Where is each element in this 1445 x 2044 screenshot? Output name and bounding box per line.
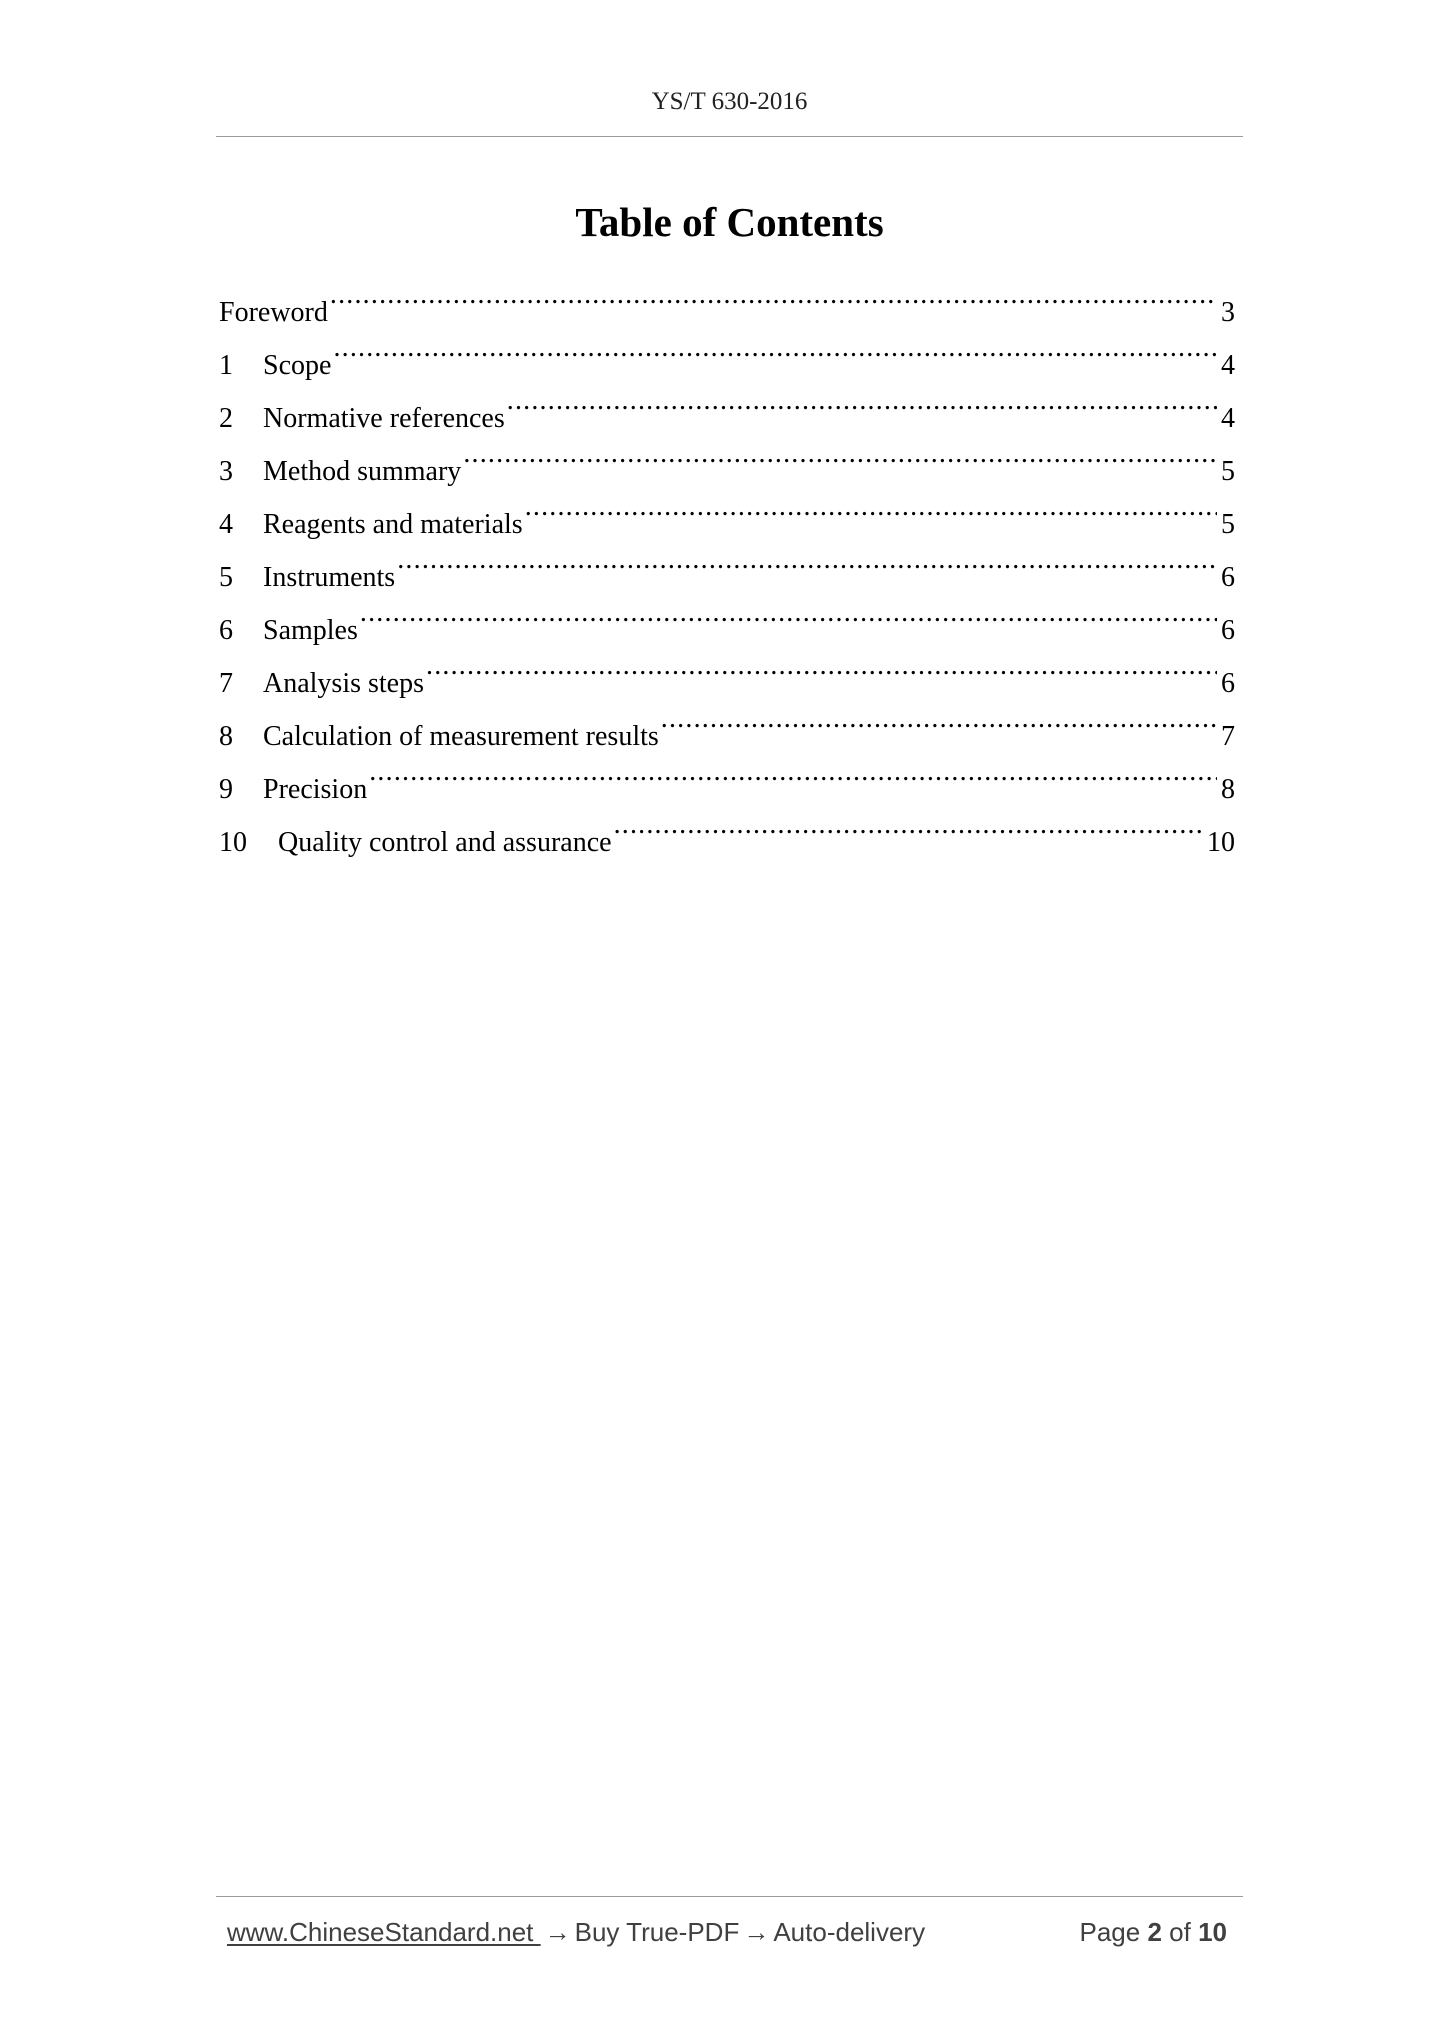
toc-entry-label: Foreword	[219, 297, 328, 328]
toc-dot-leader	[360, 586, 1217, 639]
total-pages-number: 10	[1198, 1917, 1227, 1947]
toc-dot-leader	[397, 533, 1217, 586]
toc-entry-number: 5	[219, 562, 233, 593]
header-divider	[216, 136, 1243, 137]
toc-entry-page: 5	[1221, 456, 1235, 487]
toc-dot-leader	[507, 374, 1217, 427]
page-word: Page	[1079, 1917, 1141, 1947]
toc-entry-7[interactable]	[219, 639, 1235, 699]
toc-entry-foreword[interactable]	[219, 268, 1235, 328]
toc-entry-label: Instruments	[263, 562, 396, 593]
toc-entry-page: 4	[1221, 403, 1235, 434]
footer-promo	[227, 1912, 925, 1952]
toc-entry-page: 5	[1221, 509, 1235, 540]
toc-entry-1[interactable]	[219, 321, 1235, 381]
toc-entry-label: Precision	[263, 774, 368, 805]
footer-divider	[216, 1896, 1243, 1897]
toc-entry-number: 4	[219, 509, 233, 540]
toc-entry-9[interactable]	[219, 745, 1235, 805]
toc-entry-label: Calculation of measurement results	[263, 721, 659, 752]
toc-dot-leader	[369, 745, 1217, 798]
page-footer	[227, 1912, 1227, 1952]
auto-delivery-text: Auto-delivery	[773, 1917, 926, 1947]
toc-entry-label: Scope	[263, 350, 332, 381]
toc-entry-10[interactable]	[219, 798, 1235, 858]
toc-dot-leader	[463, 427, 1217, 480]
toc-entry-page: 7	[1221, 721, 1235, 752]
toc-list	[219, 268, 1235, 858]
toc-entry-2[interactable]	[219, 374, 1235, 434]
toc-entry-page: 6	[1221, 615, 1235, 646]
toc-entry-page: 6	[1221, 668, 1235, 699]
toc-entry-number: 6	[219, 615, 233, 646]
current-page-number: 2	[1147, 1917, 1162, 1947]
toc-entry-number: 3	[219, 456, 233, 487]
toc-entry-number: 2	[219, 403, 233, 434]
toc-entry-label: Quality control and assurance	[278, 827, 612, 858]
toc-entry-page: 8	[1221, 774, 1235, 805]
toc-entry-number: 1	[219, 350, 233, 381]
right-arrow-icon: →	[743, 1917, 770, 1947]
toc-entry-label: Reagents and materials	[263, 509, 523, 540]
toc-entry-page: 6	[1221, 562, 1235, 593]
right-arrow-icon: →	[544, 1917, 571, 1947]
toc-entry-number: 10	[219, 827, 247, 858]
toc-entry-6[interactable]	[219, 586, 1235, 646]
toc-dot-leader	[330, 268, 1217, 321]
toc-title: Table of Contents	[575, 199, 884, 245]
toc-entry-label: Method summary	[263, 456, 462, 487]
toc-dot-leader	[525, 480, 1217, 533]
toc-entry-page: 4	[1221, 350, 1235, 381]
page-counter	[1079, 1912, 1227, 1952]
toc-dot-leader	[661, 692, 1217, 745]
toc-dot-leader	[614, 798, 1203, 851]
buy-true-pdf-text: Buy True-PDF	[574, 1917, 740, 1947]
toc-entry-label: Normative references	[263, 403, 505, 434]
site-link[interactable]: www.ChineseStandard.net	[227, 1917, 541, 1947]
document-code-header: YS/T 630-2016	[651, 88, 808, 115]
toc-dot-leader	[426, 639, 1217, 692]
toc-dot-leader	[333, 321, 1217, 374]
toc-entry-page: 3	[1221, 297, 1235, 328]
toc-entry-label: Samples	[263, 615, 358, 646]
toc-entry-number: 9	[219, 774, 233, 805]
toc-entry-label: Analysis steps	[263, 668, 424, 699]
toc-entry-page: 10	[1207, 827, 1235, 858]
toc-entry-number: 8	[219, 721, 233, 752]
of-word: of	[1169, 1917, 1191, 1947]
toc-entry-number: 7	[219, 668, 233, 699]
